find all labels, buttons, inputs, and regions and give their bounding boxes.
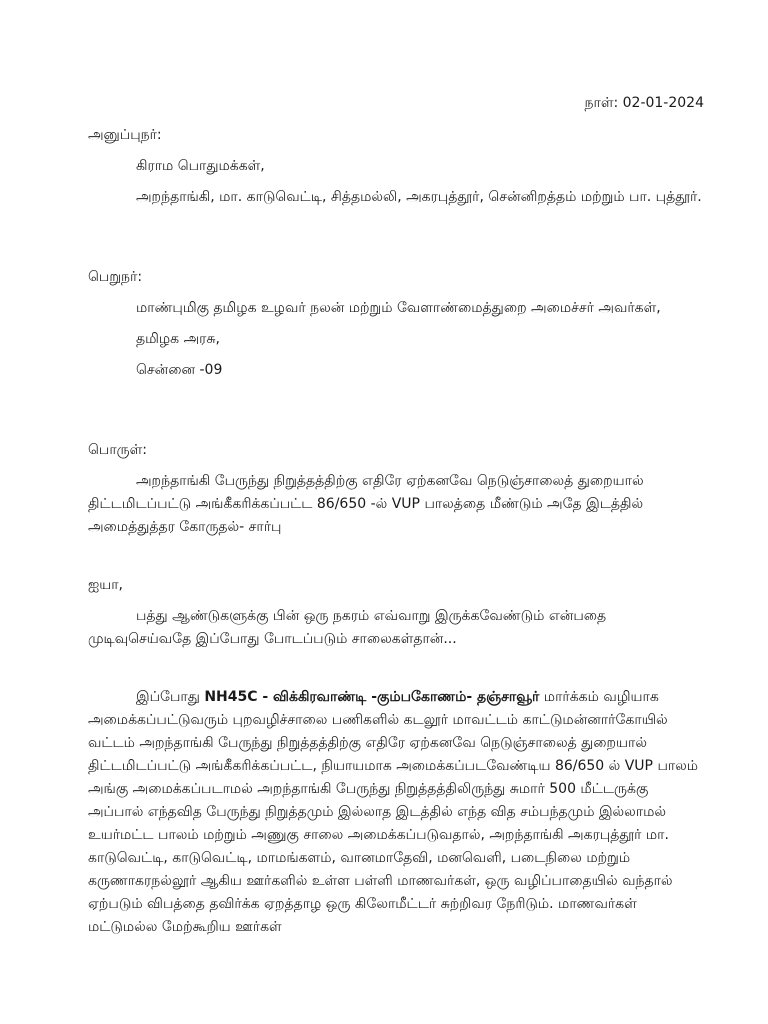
body-paragraph	[88, 686, 704, 939]
subject-section	[88, 439, 704, 539]
sender-line-1: கிராம பொதுமக்கள்,	[136, 158, 265, 174]
subject-text: அறந்தாங்கி பேருந்து நிறுத்தத்திற்கு எதிரே ஏற்கனவே நெடுஞ்சாலைத் துறையால் திட்டமிடப்பட்டு அங்கீகரிக்கப்பட்ட 86/650 -ல் VUP பாலத்தை மீண்டும் அதே இடத்தில் அமைத்துத்தர கோருதல்- சார்பு	[88, 473, 644, 535]
salutation-section	[88, 574, 704, 651]
body-rest: மார்க்கம் வழியாக அமைக்கப்பட்டுவரும் புறவழிச்சாலை பணிகளில் கடலூர் மாவட்டம் காட்டுமன்னார்கோயில் வட்டம் அறந்தாங்கி பேருந்து நிறுத்தத்திற்கு எதிரே ஏற்கனவே நெடுஞ்சாலைத் துறையால் திட்டமிடப்பட்டு அங்கீகரிக்கப்பட்ட, நியாயமாக அமைக்கப்படவேண்டிய 86/650 ல் VUP பாலம் அங்கு அமைக்கப்படாமல் அறந்தாங்கி பேருந்து நிறுத்தத்திலிருந்து சுமார் 500 மீட்டருக்கு அப்பால் எந்தவித பேருந்து நிறுத்தமும் இல்லாத இடத்தில் எந்த வித சம்பந்தமும் இல்லாமல் உயர்மட்ட பாலம் மற்றும் அணுகு சாலை அமைக்கப்படுவதால், அறந்தாங்கி அகரபுத்தூர் மா. காடுவெட்டி, காடுவெட்டி, மாமங்களம், வானமாதேவி, மனவெளி, படைநிலை மற்றும் கருணாகரநல்லூர் ஆகிய ஊர்களில் உள்ள பள்ளி மாணவர்கள், ஒரு வழிப்பாதையில் வந்தால் ஏற்படும் விபத்தை தவிர்க்க ஏறத்தாழ ஒரு கிலோமீட்டர் சுற்றிவர நேரிடும். மாணவர்கள் மட்டுமல்ல மேற்கூறிய ஊர்கள்	[88, 689, 699, 935]
recipient-section	[88, 266, 704, 382]
body-prefix: இப்போது	[136, 689, 205, 705]
sender-label: அனுப்புநர்:	[88, 127, 162, 143]
subject-label: பொருள்:	[88, 442, 147, 458]
recipient-label: பெறுநர்:	[88, 269, 143, 285]
sender-section	[88, 124, 704, 209]
recipient-line-3: சென்னை -09	[136, 362, 223, 378]
highway-name: NH45C - விக்கிரவாண்டி -கும்பகோணம்- தஞ்சாவூர்	[204, 689, 540, 705]
sender-line-2: அறந்தாங்கி, மா. காடுவெட்டி, சித்தமல்லி, அகரபுத்தூர், சென்னிறத்தம் மற்றும் பா. புத்தூர்.	[136, 189, 702, 205]
body-section	[88, 686, 704, 939]
salutation-label: ஐயா,	[88, 577, 124, 593]
intro-paragraph: பத்து ஆண்டுகளுக்கு பின் ஒரு நகரம் எவ்வாறு இருக்கவேண்டும் என்பதை முடிவுசெய்வதே இப்போது போடப்படும் சாலைகள்தான்...	[88, 608, 607, 647]
recipient-line-2: தமிழக அரசு,	[136, 331, 220, 347]
recipient-line-1: மாண்புமிகு தமிழக உழவர் நலன் மற்றும் வேளாண்மைத்துறை அமைச்சர் அவர்கள்,	[136, 300, 661, 316]
letter-date: நாள்: 02-01-2024	[584, 95, 704, 111]
